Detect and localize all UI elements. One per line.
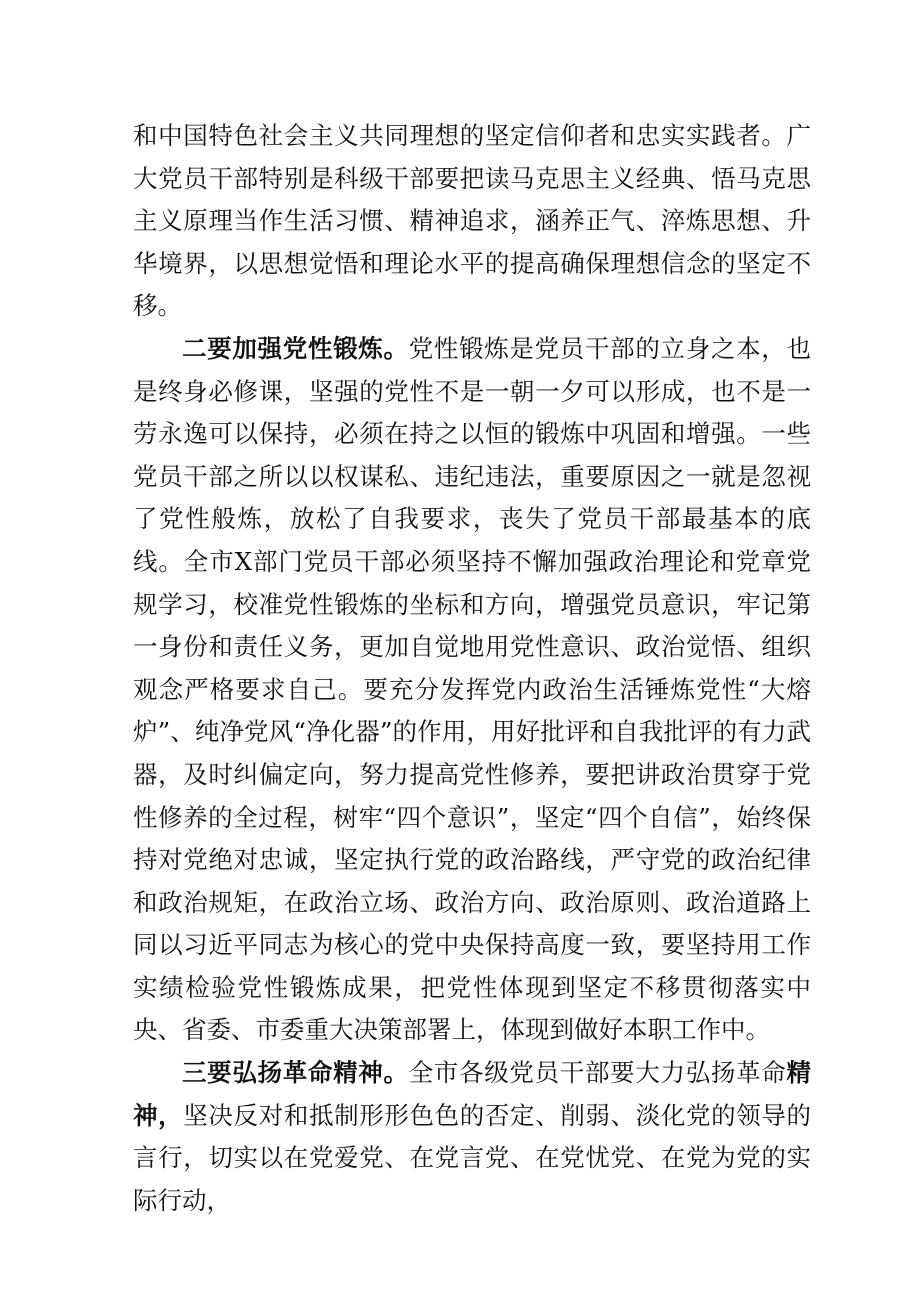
- paragraph-2-heading: 二要加强党性锻炼。: [182, 333, 409, 363]
- paragraph-3-text-before-bold: 全市各级党员干部要大力弘扬革命: [408, 1058, 787, 1088]
- paragraph-3-bold-word: 精神，: [133, 1058, 811, 1130]
- paragraph-2-text: 党性锻炼是党员干部的立身之本，也是终身必修课，坚强的党性不是一朝一夕可以形成，也不是一劳永逸可以保持，必须在持之以恒的锻炼中巩固和增强。一些党员干部之所以以权谋私、违纪违法，重要原因之一就是忽视了党性般炼，放松了自我要求，丧失了党员干部最基本的底线。全市X部门党员干部必须坚持不懈加强政治理论和党章党规学习，校准党性锻炼的坐标和方向，增强党员意识，牢记第一身份和责任义务，更加自觉地用党性意识、政治觉悟、组织观念严格要求自己。要充分发挥党内政治生活锤炼党性“大熔炉”、纯净党风“净化器”的作用，用好批评和自我批评的有力武器，及时纠偏定向，努力提高党性修养，要把讲政治贯穿于党性修养的全过程，树牢“四个意识”，坚定“四个自信”，始终保持对党绝对忠诚，坚定执行党的政治路线，严守党的政治纪律和政治规矩，在政治立场、政治方向、政治原则、政治道路上同以习近平同志为核心的党中央保持高度一致，要坚持用工作实绩检验党性锻炼成果，把党性体现到坚定不移贯彻落实中央、省委、市委重大决策部署上，体现到做好本职工作中。: [133, 333, 811, 1045]
- paragraph-3-text-after-bold: 坚决反对和抵制形形色色的否定、削弱、淡化党的领导的言行，切实以在党爱党、在党言党、在党忧党、在党为党的实际行动，: [133, 1100, 812, 1215]
- paragraph-3-heading: 三要弘扬革命精神。: [182, 1058, 409, 1088]
- paragraph-3: [133, 1052, 811, 1222]
- paragraph-2: [133, 328, 811, 1052]
- paragraph-1: [133, 115, 811, 328]
- paragraph-1-text: 和中国特色社会主义共同理想的坚定信仰者和忠实实践者。广大党员干部特别是科级干部要把读马克思主义经典、悟马克思主义原理当作生活习惯、精神追求，涵养正气、淬炼思想、升华境界，以思想觉悟和理论水平的提高确保理想信念的坚定不移。: [133, 121, 811, 321]
- document-body: [133, 115, 811, 1222]
